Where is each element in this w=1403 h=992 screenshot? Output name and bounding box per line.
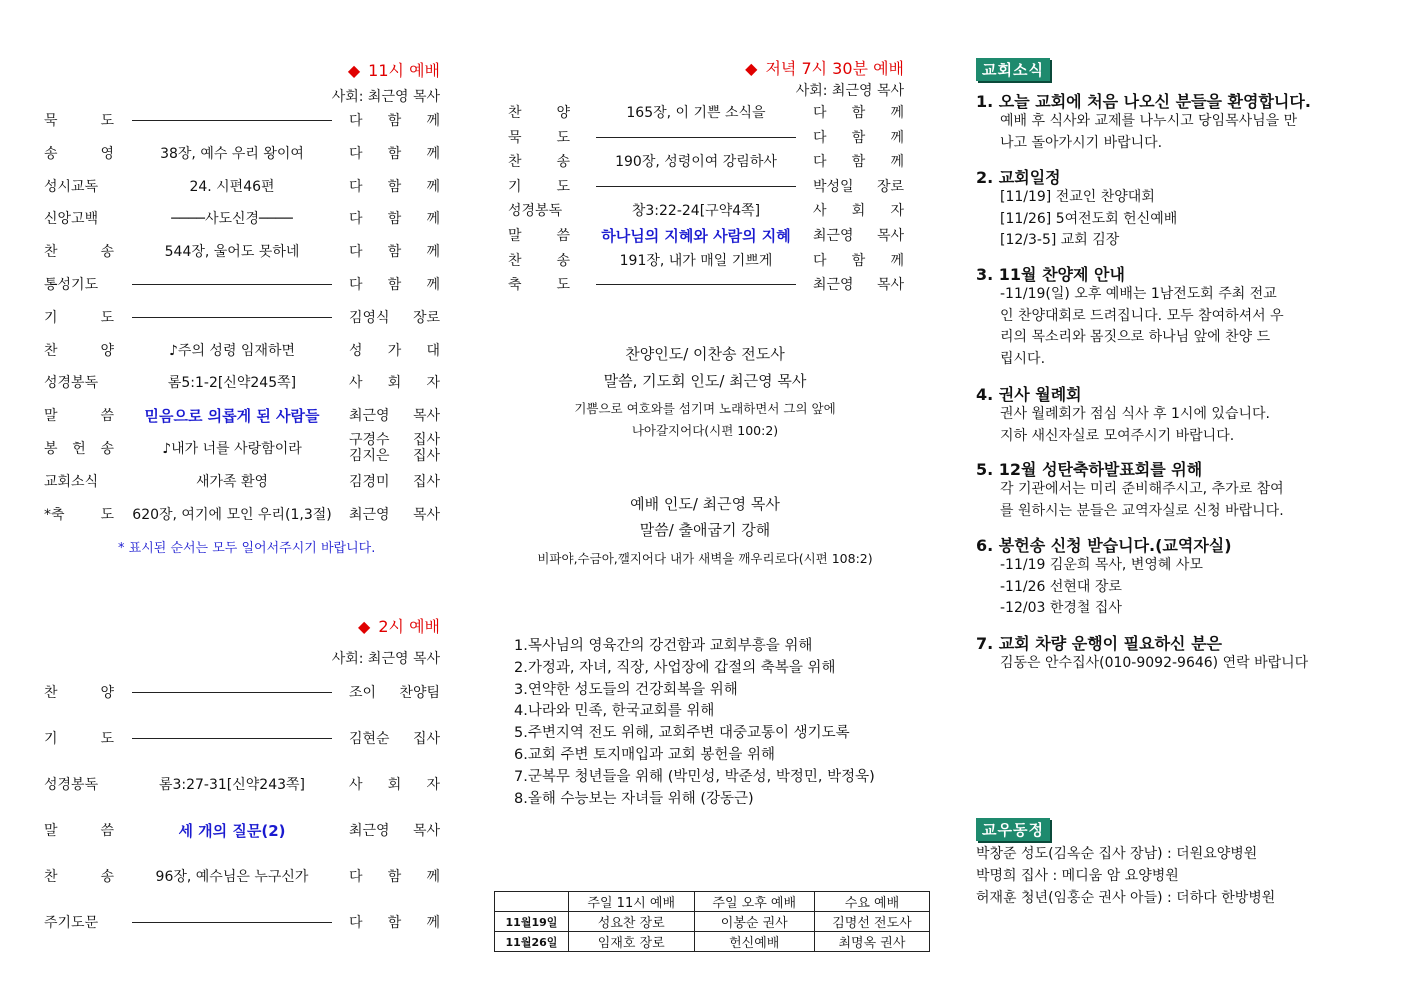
praise-leader-line: 찬양인도/ 이찬송 전도사 — [625, 345, 785, 363]
order-label: 묵 도 — [44, 113, 114, 129]
order-label: 말 씀 — [44, 408, 114, 425]
member-news-item: 박명희 집사 : 메디움 암 요양병원 — [976, 868, 1179, 884]
order-label: 찬 양 — [44, 685, 114, 701]
afternoon-title-text: 2시 예배 — [378, 617, 440, 636]
order-content: ────사도신경──── — [171, 211, 293, 228]
order-label: 성경봉독 — [508, 203, 563, 220]
schedule-cell: 임재호 장로 — [568, 932, 694, 952]
news-item-body — [1000, 284, 1284, 370]
order-performer: 다 함 께 — [813, 105, 904, 121]
news-body-line: [12/3-5] 교회 김장 — [1000, 232, 1120, 248]
morning-order-list — [44, 110, 440, 530]
order-row — [44, 866, 440, 888]
order-label: 찬 송 — [44, 244, 114, 261]
order-content: 620장, 여기에 모인 우리(1,3절) — [132, 506, 332, 523]
praise-verse-line2: 나아갈지어다(시편 100:2) — [631, 423, 779, 438]
order-label: 교회소식 — [44, 473, 99, 490]
order-label: 축 도 — [508, 277, 570, 294]
order-row — [44, 241, 440, 263]
order-performer: 최근영 목사 — [813, 277, 904, 294]
order-row — [508, 176, 904, 198]
order-label: 봉 헌 송 — [44, 441, 114, 457]
news-item-title: 4. 권사 월례회 — [976, 385, 1082, 404]
order-label: 찬 송 — [508, 252, 570, 269]
order-performer: 최근영 목사 — [349, 823, 440, 839]
order-label: 통성기도 — [44, 277, 99, 293]
order-content: 24. 시편46편 — [189, 178, 275, 195]
diamond-icon: ◆ — [745, 59, 758, 78]
schedule-date: 11월26일 — [495, 932, 569, 952]
order-content: ♪내가 너를 사랑함이라 — [162, 441, 302, 457]
dawn-sermon-line: 말씀/ 출애굽기 강해 — [639, 521, 771, 539]
order-performer: 다 함 께 — [349, 178, 440, 195]
order-performer: 사 회 자 — [813, 203, 904, 220]
order-label: 찬 송 — [508, 154, 570, 171]
order-performer: 사 회 자 — [349, 777, 440, 793]
dash-line — [132, 317, 332, 318]
order-content: 191장, 내가 매일 기쁘게 — [619, 252, 773, 269]
order-performer: 최근영 목사 — [349, 408, 440, 425]
order-row — [44, 682, 440, 704]
order-label: 신앙고백 — [44, 211, 99, 228]
afternoon-leader: 사회: 최근영 목사 — [331, 651, 440, 667]
news-body-line: 인 찬양대회로 드려집니다. 모두 참여하셔서 우 — [1000, 307, 1284, 324]
order-performer: 다 함 께 — [349, 113, 440, 129]
order-performer: 김영식 장로 — [349, 309, 440, 326]
church-news-tag: 교회소식 — [976, 58, 1050, 81]
dash-line — [596, 186, 796, 187]
afternoon-service-title — [300, 614, 440, 637]
order-row — [44, 208, 440, 230]
order-row — [44, 912, 440, 934]
dash-line — [132, 120, 332, 121]
order-label: 묵 도 — [508, 129, 570, 146]
praise-verse-line1: 기쁨으로 여호와를 섬기며 노래하면서 그의 앞에 — [574, 401, 836, 416]
order-row — [44, 774, 440, 796]
news-item-title: 7. 교회 차량 운행이 필요하신 분은 — [976, 634, 1222, 653]
news-body-line: -12/03 한경철 집사 — [1000, 600, 1122, 616]
news-item-body — [1000, 479, 1284, 522]
news-item-title: 2. 교회일정 — [976, 168, 1061, 187]
order-performer: 최근영 목사 — [349, 506, 440, 523]
news-body-line: 지하 새신자실로 모여주시기 바랍니다. — [1000, 427, 1235, 444]
order-content: 96장, 예수님은 누구신가 — [155, 869, 309, 885]
order-performer: 김경미 집사 — [349, 473, 440, 490]
order-row — [44, 110, 440, 132]
order-content: ♪주의 성령 임재하면 — [168, 342, 296, 359]
order-performer: 성 가 대 — [349, 342, 440, 359]
schedule-cell: 김명선 전도사 — [814, 912, 929, 932]
order-performers — [349, 432, 440, 464]
morning-title-text: 11시 예배 — [368, 61, 440, 80]
morning-leader: 사회: 최근영 목사 — [331, 89, 440, 105]
prayer-item: 5.주변지역 전도 위해, 교회주변 대중교통이 생기도록 — [514, 725, 850, 742]
schedule-header — [495, 892, 569, 912]
order-row — [44, 372, 440, 394]
news-item-title: 6. 봉헌송 신청 받습니다.(교역자실) — [976, 536, 1232, 555]
order-row — [508, 102, 904, 124]
order-label: 기 도 — [44, 309, 114, 326]
morning-service-title — [300, 58, 440, 81]
dash-line — [596, 284, 796, 285]
schedule-header: 주일 오후 예배 — [694, 892, 814, 912]
schedule-header: 주일 11시 예배 — [568, 892, 694, 912]
dash-line — [132, 692, 332, 693]
order-row — [44, 340, 440, 362]
prayer-item: 1.목사님의 영육간의 강건함과 교회부흥을 위해 — [514, 638, 813, 654]
news-body-line: [11/19] 전교인 찬양대회 — [1000, 189, 1155, 205]
order-label: 성경봉독 — [44, 777, 99, 793]
dash-line — [132, 284, 332, 285]
order-row — [508, 127, 904, 149]
news-item-title: 3. 11월 찬양제 안내 — [976, 265, 1125, 284]
order-row — [508, 274, 904, 296]
news-body-line: 나고 돌아가시기 바랍니다. — [1000, 134, 1163, 151]
news-item-body — [1000, 404, 1270, 447]
order-row — [44, 143, 440, 165]
news-body-line: -11/19 김운희 목사, 변영혜 사모 — [1000, 557, 1203, 573]
members-news-tag: 교우동정 — [976, 818, 1050, 841]
order-performer: 김현순 집사 — [349, 731, 440, 747]
dash-line — [132, 922, 332, 923]
order-label: 기 도 — [44, 731, 114, 747]
schedule-header: 수요 예배 — [814, 892, 929, 912]
order-row — [44, 728, 440, 750]
service-duty-table — [494, 891, 930, 952]
dash-line — [596, 137, 796, 138]
member-news-item: 박창준 성도(김옥순 집사 장남) : 더원요양병원 — [976, 846, 1258, 862]
order-content: 창3:22-24[구약4쪽] — [631, 203, 761, 220]
order-content: 190장, 성령이여 강림하사 — [615, 154, 777, 171]
dawn-verse-line: 비파야,수금아,깰지어다 내가 새벽을 깨우리로다(시편 108:2) — [537, 551, 873, 566]
schedule-cell: 헌신예배 — [694, 932, 814, 952]
evening-service-title — [660, 56, 904, 79]
afternoon-order-list — [44, 682, 440, 942]
order-row — [44, 820, 440, 842]
news-body-line: 권사 월례회가 점심 식사 후 1시에 있습니다. — [1000, 406, 1270, 422]
order-performer: 다 함 께 — [813, 129, 904, 146]
order-content: 믿음으로 의롭게 된 사람들 — [144, 407, 320, 426]
schedule-cell: 이봉순 권사 — [694, 912, 814, 932]
order-content: 새가족 환영 — [195, 473, 269, 490]
order-row — [44, 504, 440, 526]
order-performer: 다 함 께 — [349, 277, 440, 293]
schedule-cell: 최명옥 권사 — [814, 932, 929, 952]
order-row — [508, 225, 904, 247]
order-performer: 다 함 께 — [349, 915, 440, 931]
news-item-body — [1000, 555, 1203, 620]
order-row — [44, 471, 440, 493]
prayer-item: 6.교회 주변 토지매입과 교회 봉헌을 위해 — [514, 746, 775, 763]
dawn-leader-line: 예배 인도/ 최근영 목사 — [630, 495, 780, 513]
order-content: 세 개의 질문(2) — [178, 822, 286, 840]
order-row — [44, 176, 440, 198]
order-performer: 박성일 장로 — [813, 178, 904, 195]
news-body-line: 예배 후 식사와 교제를 나누시고 당임목사님을 만 — [1000, 113, 1298, 129]
order-label: *축 도 — [44, 506, 114, 523]
order-content: 하나님의 지혜와 사람의 지혜 — [601, 227, 791, 245]
order-performer: 사 회 자 — [349, 375, 440, 392]
order-row — [508, 151, 904, 173]
members-news-list — [976, 843, 1275, 909]
diamond-icon: ◆ — [358, 617, 371, 636]
order-performer: 다 함 께 — [349, 869, 440, 885]
order-performer: 조이 찬양팀 — [349, 685, 440, 701]
prayer-item: 2.가정과, 자녀, 직장, 사업장에 갑절의 축복을 위해 — [514, 659, 836, 676]
evening-title-text: 저녁 7시 30분 예배 — [765, 59, 904, 78]
order-row — [44, 405, 440, 427]
news-item-body — [1000, 187, 1177, 252]
evening-order-list — [508, 102, 904, 302]
order-label: 송 영 — [44, 145, 114, 162]
order-content: 544장, 울어도 못하네 — [164, 244, 300, 261]
news-body-line: 를 원하시는 분들은 교역자실로 신청 바랍니다. — [1000, 502, 1284, 519]
member-news-item: 허재훈 청년(임홍순 권사 아들) : 더하다 한방병원 — [976, 890, 1276, 906]
prayer-meeting-line: 말씀, 기도회 인도/ 최근영 목사 — [603, 372, 807, 390]
order-label: 말 씀 — [508, 228, 570, 244]
prayer-item: 8.올해 수능보는 자녀들 위해 (강동근) — [514, 790, 754, 807]
news-body-line: -11/19(일) 오후 예배는 1남전도회 주최 전교 — [1000, 286, 1277, 302]
order-row — [44, 307, 440, 329]
prayer-item: 7.군복무 청년들을 위해 (박민성, 박준성, 박정민, 박정욱) — [514, 768, 875, 785]
order-label: 주기도문 — [44, 915, 99, 931]
news-body-line: [11/26] 5여전도회 헌신예배 — [1000, 210, 1178, 227]
news-body-line: 리의 목소리와 몸짓으로 하나님 앞에 찬양 드 — [1000, 329, 1271, 345]
dash-line — [132, 738, 332, 739]
performer-1: 구경수 집사 — [349, 432, 440, 448]
order-content: 165장, 이 기쁜 소식을 — [626, 105, 766, 121]
order-performer: 다 함 께 — [349, 211, 440, 228]
order-content: 38장, 예수 우리 왕이여 — [160, 145, 304, 162]
news-body-line: 김동은 안수집사(010-9092-9646) 연락 바랍니다 — [1000, 655, 1309, 671]
order-content: 롬3:27-31[신약243쪽] — [158, 777, 306, 793]
prayer-topics — [514, 636, 875, 810]
order-label: 성경봉독 — [44, 375, 99, 392]
standing-note: * 표시된 순서는 모두 일어서주시기 바랍니다. — [118, 541, 376, 556]
order-label: 찬 양 — [44, 342, 114, 359]
order-performer: 다 함 께 — [349, 244, 440, 261]
order-performer: 다 함 께 — [813, 252, 904, 269]
order-label: 찬 양 — [508, 105, 570, 121]
order-performer: 최근영 목사 — [813, 228, 904, 244]
order-performer: 다 함 께 — [349, 145, 440, 162]
order-row — [44, 274, 440, 296]
order-label: 성시교독 — [44, 178, 99, 195]
schedule-cell: 성요찬 장로 — [568, 912, 694, 932]
news-item-title: 5. 12월 성탄축하발표회를 위해 — [976, 460, 1203, 479]
performer-2: 김지은 집사 — [349, 448, 440, 464]
order-row — [508, 250, 904, 272]
prayer-item: 4.나라와 민족, 한국교회를 위해 — [514, 703, 715, 720]
order-row — [508, 200, 904, 222]
schedule-row — [495, 912, 930, 932]
order-label: 찬 송 — [44, 869, 114, 885]
order-label: 말 씀 — [44, 823, 114, 839]
order-label: 기 도 — [508, 178, 570, 195]
schedule-date: 11월19일 — [495, 912, 569, 932]
news-item-title: 1. 오늘 교회에 처음 나오신 분들을 환영합니다. — [976, 92, 1311, 111]
order-content: 롬5:1-2[신약245쪽] — [167, 375, 297, 392]
evening-leader: 사회: 최근영 목사 — [795, 83, 904, 99]
order-performer: 다 함 께 — [813, 154, 904, 171]
news-item-body — [1000, 653, 1308, 675]
schedule-row — [495, 932, 930, 952]
news-body-line: 각 기관에서는 미리 준비해주시고, 추가로 참여 — [1000, 481, 1284, 497]
news-item-body — [1000, 111, 1297, 154]
diamond-icon: ◆ — [347, 61, 361, 80]
prayer-item: 3.연약한 성도들의 건강회복을 위해 — [514, 681, 738, 698]
order-row — [44, 432, 440, 464]
news-body-line: 립시다. — [1000, 350, 1046, 367]
news-body-line: -11/26 선현대 장로 — [1000, 578, 1122, 595]
